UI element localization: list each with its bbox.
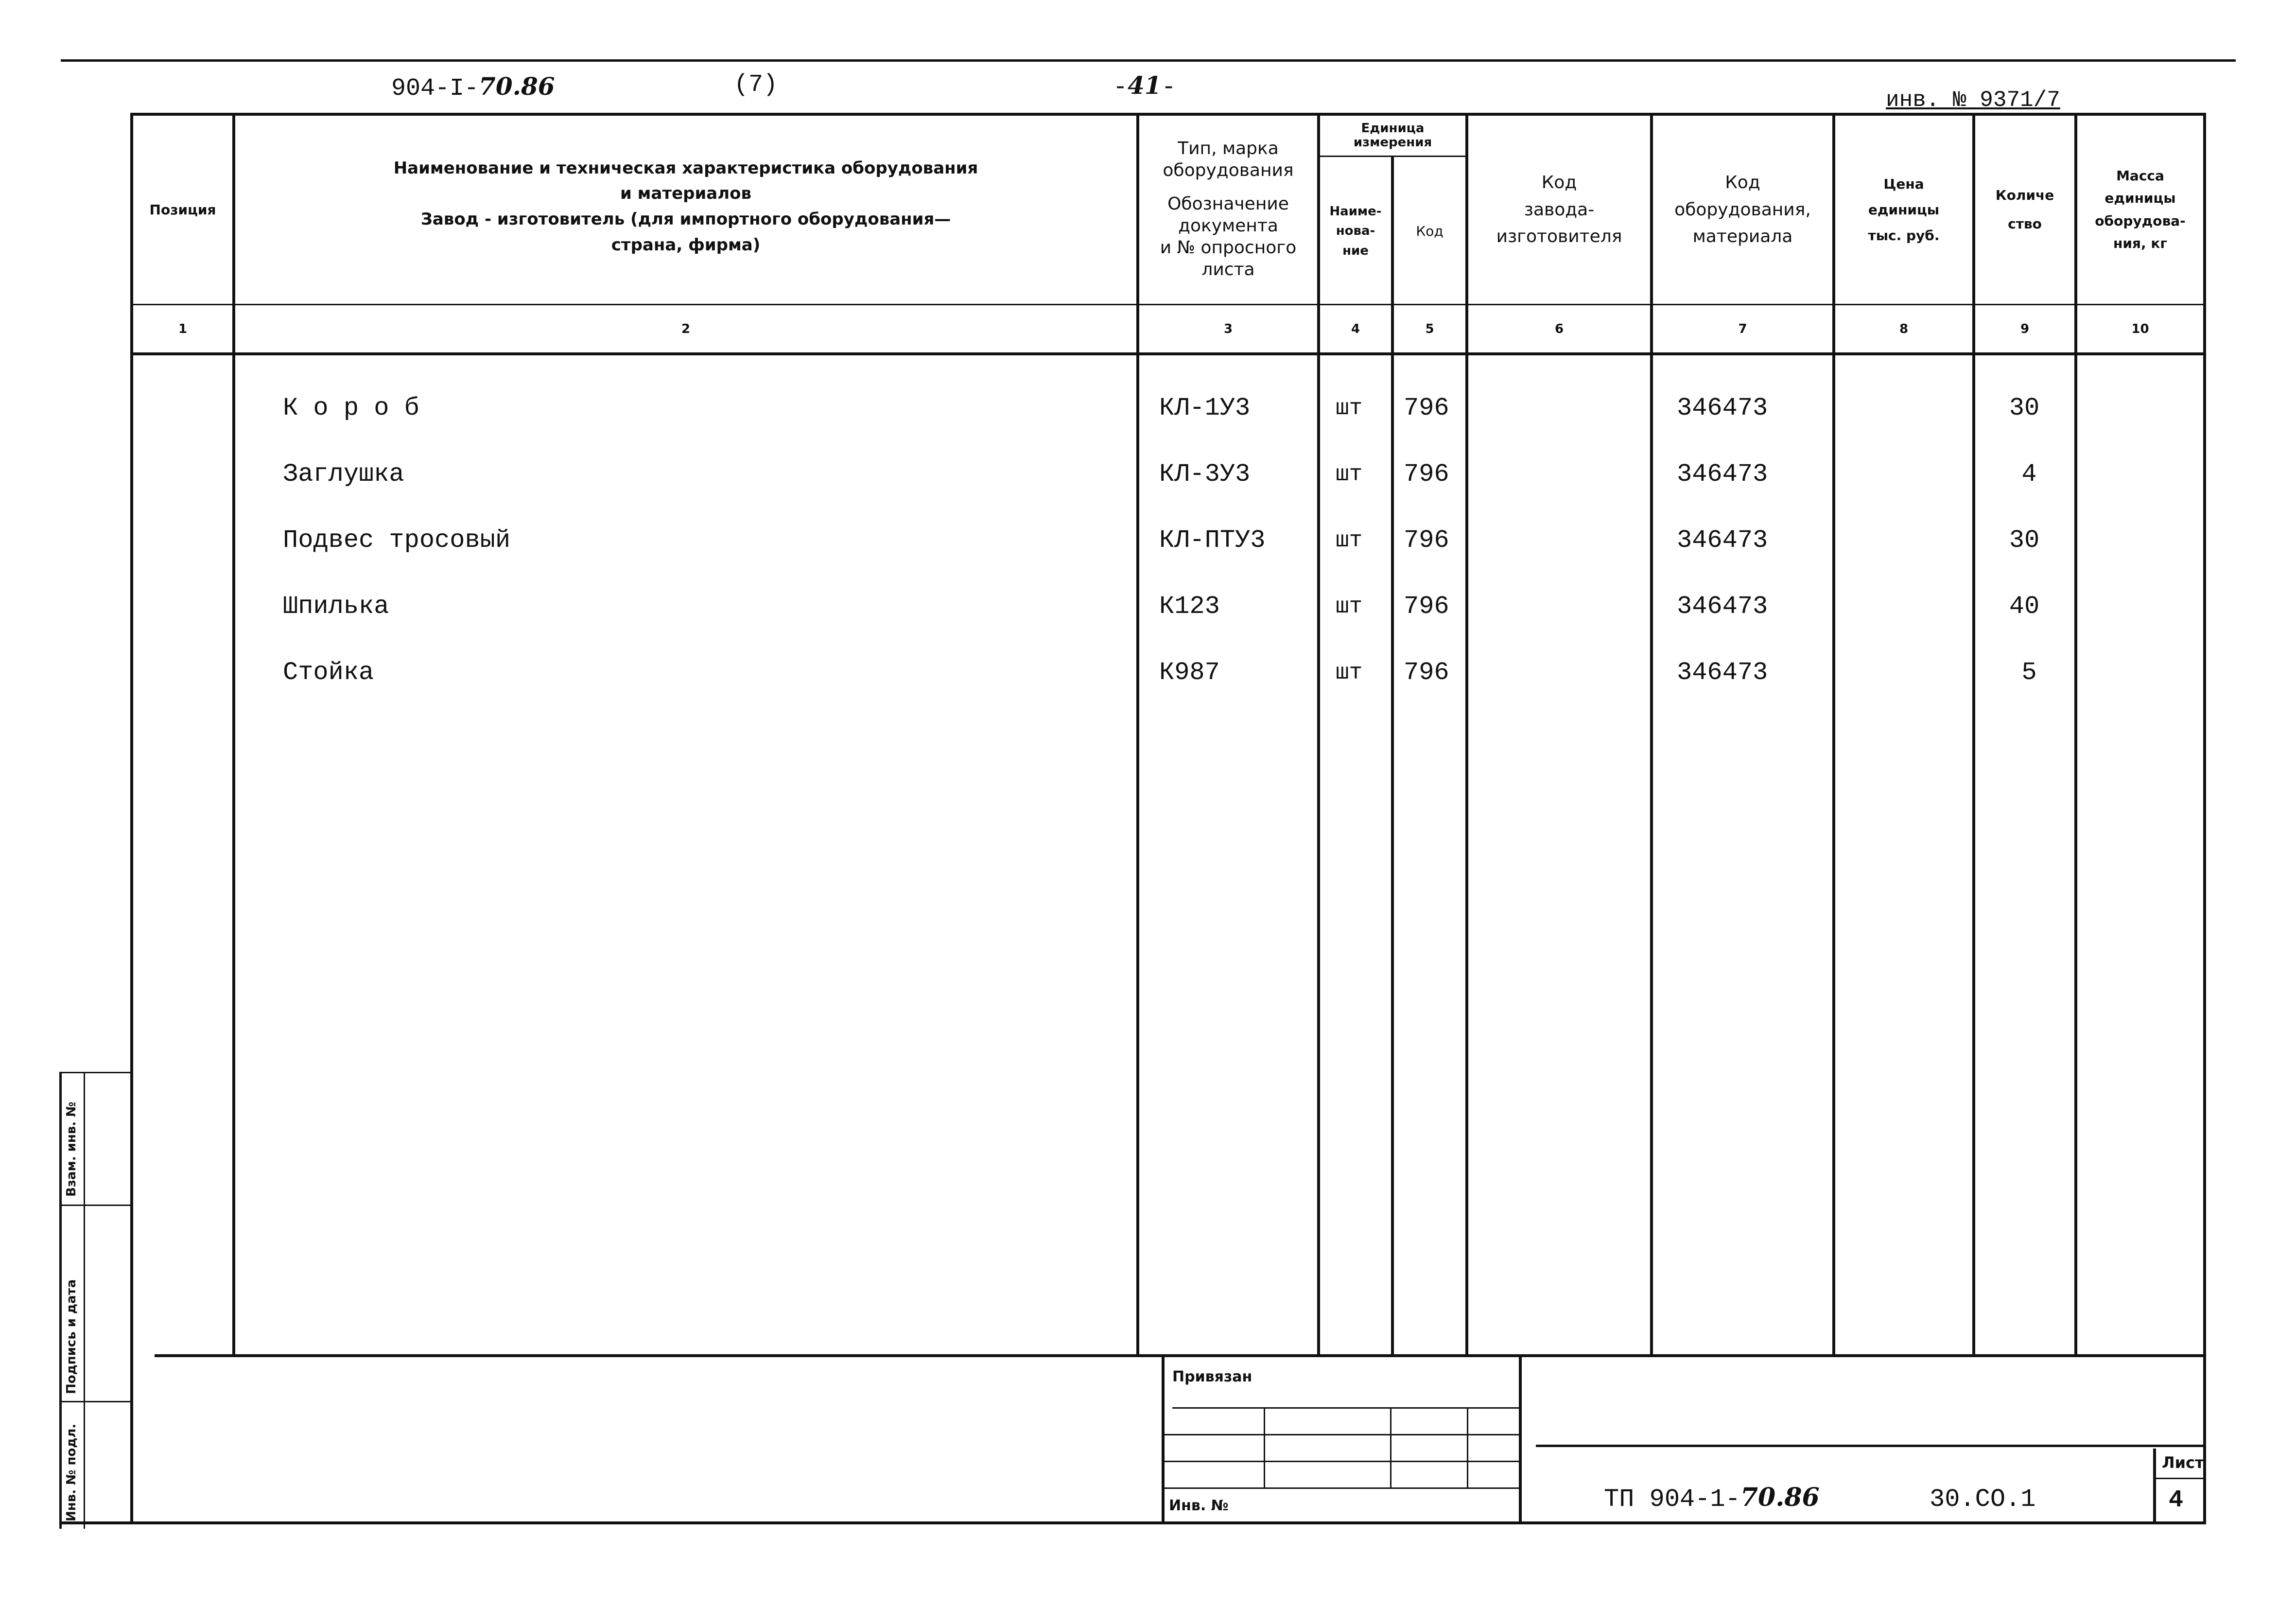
sheet-number: 4 bbox=[2169, 1486, 2184, 1514]
header-unit-code bbox=[1394, 158, 1465, 304]
doc-designation-handwritten: 70.86 bbox=[1740, 1483, 1820, 1512]
doc-designation bbox=[1604, 1483, 1820, 1514]
row-item-unit-code: 796 bbox=[1404, 592, 1449, 621]
designation-top-line bbox=[1536, 1445, 2206, 1447]
header-qty-l2: ство bbox=[2008, 215, 2042, 232]
row-item-unit: шт bbox=[1336, 396, 1363, 421]
page-dash-right: - bbox=[1161, 74, 1176, 102]
side-stamp-div2 bbox=[59, 1401, 132, 1402]
top-frame-line bbox=[61, 59, 2236, 62]
body-bottom-line bbox=[155, 1354, 2206, 1357]
header-equip-l2: оборудования, bbox=[1674, 199, 1811, 220]
header-equip-code bbox=[1653, 116, 1832, 304]
header-position-label: Позиция bbox=[149, 201, 216, 218]
doc-designation-prefix: ТП 904-1- bbox=[1604, 1485, 1740, 1514]
row-item-type: К987 bbox=[1159, 658, 1220, 687]
header-mass-l2: единицы bbox=[2105, 190, 2176, 207]
header-type bbox=[1139, 131, 1317, 287]
header-mass bbox=[2077, 116, 2203, 304]
side-label-podpis: Подпись и дата bbox=[64, 1279, 79, 1394]
row-item-equip-code: 346473 bbox=[1677, 526, 1768, 555]
row-item-qty: 30 bbox=[2009, 394, 2040, 422]
header-factory-l2: завода- bbox=[1524, 199, 1595, 220]
row-item-name: К о р о б bbox=[283, 394, 419, 422]
header-equip-l3: материала bbox=[1692, 227, 1793, 247]
sheet-box-mid bbox=[2153, 1478, 2203, 1479]
header-price-l1: Цена bbox=[1883, 175, 1924, 192]
header-qty-l1: Количе bbox=[1995, 187, 2054, 203]
colnum-bottom-line bbox=[130, 352, 2206, 355]
sep-1-2 bbox=[232, 113, 235, 1357]
side-stamp-top bbox=[59, 1072, 132, 1073]
page-number bbox=[1113, 71, 1176, 102]
privyazan-row2 bbox=[1162, 1434, 1519, 1435]
sep-2-3 bbox=[1136, 113, 1139, 1357]
row-item-unit-code: 796 bbox=[1404, 394, 1449, 422]
privyazan-col2 bbox=[1390, 1407, 1392, 1487]
privyazan-col3 bbox=[1467, 1407, 1468, 1487]
col-number-1: 1 bbox=[178, 321, 188, 336]
row-item-unit-code: 796 bbox=[1404, 658, 1449, 687]
col-number-7: 7 bbox=[1738, 321, 1747, 336]
privyazan-col1 bbox=[1264, 1407, 1265, 1487]
row-item-type: КЛ-1У3 bbox=[1159, 394, 1251, 422]
doc-code-handwritten: 70.86 bbox=[479, 72, 555, 101]
col-number-2: 2 bbox=[681, 321, 691, 336]
header-mass-l4: ния, кг bbox=[2113, 235, 2167, 251]
header-factory-code bbox=[1468, 116, 1650, 304]
side-label-inv-podl: Инв. № подл. bbox=[64, 1423, 79, 1521]
row-item-unit: шт bbox=[1336, 462, 1363, 487]
header-price-l2: единицы bbox=[1868, 201, 1940, 218]
header-unit-l1: Единица bbox=[1361, 121, 1425, 136]
doc-code-top bbox=[391, 72, 555, 103]
row-item-unit: шт bbox=[1336, 660, 1363, 685]
sheet-box-left bbox=[2153, 1449, 2156, 1521]
privyazan-row3 bbox=[1162, 1461, 1519, 1462]
header-equip-l1: Код bbox=[1725, 172, 1760, 192]
col-number-3: 3 bbox=[1223, 321, 1233, 336]
header-type-l4: документа bbox=[1178, 216, 1278, 236]
header-name-l1: Наименование и техническая характеристика оборудования bbox=[393, 158, 978, 178]
bottom-frame-line bbox=[59, 1521, 2206, 1524]
header-type-l5: и № опросного bbox=[1160, 238, 1297, 258]
doc-designation-suffix: 30.СО.1 bbox=[1930, 1485, 2036, 1514]
row-item-type: КЛ-3У3 bbox=[1159, 460, 1251, 489]
col-number-8: 8 bbox=[1899, 321, 1909, 336]
header-name-l4: страна, фирма) bbox=[611, 235, 761, 255]
header-unit-code-label: Код bbox=[1416, 223, 1444, 239]
inventory-number: инв. № 9371/7 bbox=[1886, 87, 2060, 113]
row-item-unit: шт bbox=[1336, 594, 1363, 619]
header-type-l6: листа bbox=[1201, 260, 1255, 279]
side-stamp-div1 bbox=[59, 1205, 132, 1206]
row-item-qty: 30 bbox=[2009, 526, 2040, 555]
header-unit-name-l3: ние bbox=[1342, 243, 1369, 258]
header-unit-group bbox=[1320, 116, 1465, 156]
page-dash-left: - bbox=[1113, 74, 1128, 102]
header-mass-l1: Масса bbox=[2116, 168, 2164, 184]
privyazan-row4 bbox=[1162, 1487, 1519, 1489]
row-item-equip-code: 346473 bbox=[1677, 658, 1768, 687]
privyazan-right bbox=[1519, 1354, 1522, 1521]
row-item-type: КЛ-ПТУ3 bbox=[1159, 526, 1266, 555]
row-item-type: К123 bbox=[1159, 592, 1220, 621]
doc-code-prefix: 904-I- bbox=[391, 75, 479, 103]
page-number-handwritten: 41 bbox=[1128, 71, 1162, 100]
row-item-qty: 40 bbox=[2009, 592, 2040, 621]
privyazan-label: Привязан bbox=[1172, 1368, 1252, 1385]
unit-group-line bbox=[1317, 156, 1467, 157]
col-number-4: 4 bbox=[1351, 321, 1360, 336]
part-number: (7) bbox=[734, 71, 778, 99]
header-factory-l3: изготовителя bbox=[1496, 227, 1622, 247]
header-name-l3: Завод - изготовитель (для импортного оборудования— bbox=[420, 210, 951, 229]
row-item-qty: 4 bbox=[2021, 460, 2037, 489]
sheet-label: Лист bbox=[2162, 1453, 2204, 1472]
header-qty bbox=[1975, 116, 2074, 304]
inv-no-label: Инв. № bbox=[1169, 1497, 1229, 1514]
col-number-10: 10 bbox=[2131, 321, 2149, 336]
row-item-equip-code: 346473 bbox=[1677, 394, 1768, 422]
header-factory-l1: Код bbox=[1541, 172, 1577, 192]
row-item-equip-code: 346473 bbox=[1677, 592, 1768, 621]
privyazan-left bbox=[1162, 1354, 1165, 1521]
header-unit-name bbox=[1320, 158, 1391, 304]
row-item-name: Шпилька bbox=[283, 592, 389, 621]
col-number-6: 6 bbox=[1554, 321, 1564, 336]
side-stamp-left bbox=[59, 1072, 62, 1529]
side-label-vzam: Взам. инв. № bbox=[64, 1101, 79, 1197]
row-item-unit-code: 796 bbox=[1404, 526, 1449, 555]
row-item-name: Подвес тросовый bbox=[283, 526, 511, 555]
row-item-equip-code: 346473 bbox=[1677, 460, 1768, 489]
header-type-l1: Тип, марка bbox=[1178, 139, 1279, 158]
header-price-l3: тыс. руб. bbox=[1868, 227, 1940, 244]
row-item-qty: 5 bbox=[2021, 658, 2037, 687]
header-name-l2: и материалов bbox=[620, 184, 752, 204]
header-unit-l2: измерения bbox=[1353, 135, 1432, 150]
col-number-9: 9 bbox=[2020, 321, 2030, 336]
header-type-l2: оборудования bbox=[1163, 160, 1294, 180]
header-unit-name-l1: Наиме- bbox=[1329, 204, 1382, 219]
row-item-unit-code: 796 bbox=[1404, 460, 1449, 489]
header-mass-l3: оборудова- bbox=[2095, 212, 2186, 229]
header-price bbox=[1835, 116, 1972, 304]
row-item-unit: шт bbox=[1336, 528, 1363, 553]
row-item-name: Заглушка bbox=[283, 460, 404, 489]
header-unit-name-l2: нова- bbox=[1336, 224, 1375, 239]
side-stamp-inner bbox=[84, 1072, 85, 1529]
frame-right bbox=[2203, 113, 2206, 1522]
header-name bbox=[235, 136, 1136, 277]
row-item-name: Стойка bbox=[283, 658, 374, 687]
header-type-l3: Обозначение bbox=[1167, 194, 1289, 214]
col-number-5: 5 bbox=[1425, 321, 1434, 336]
header-position bbox=[133, 116, 232, 304]
